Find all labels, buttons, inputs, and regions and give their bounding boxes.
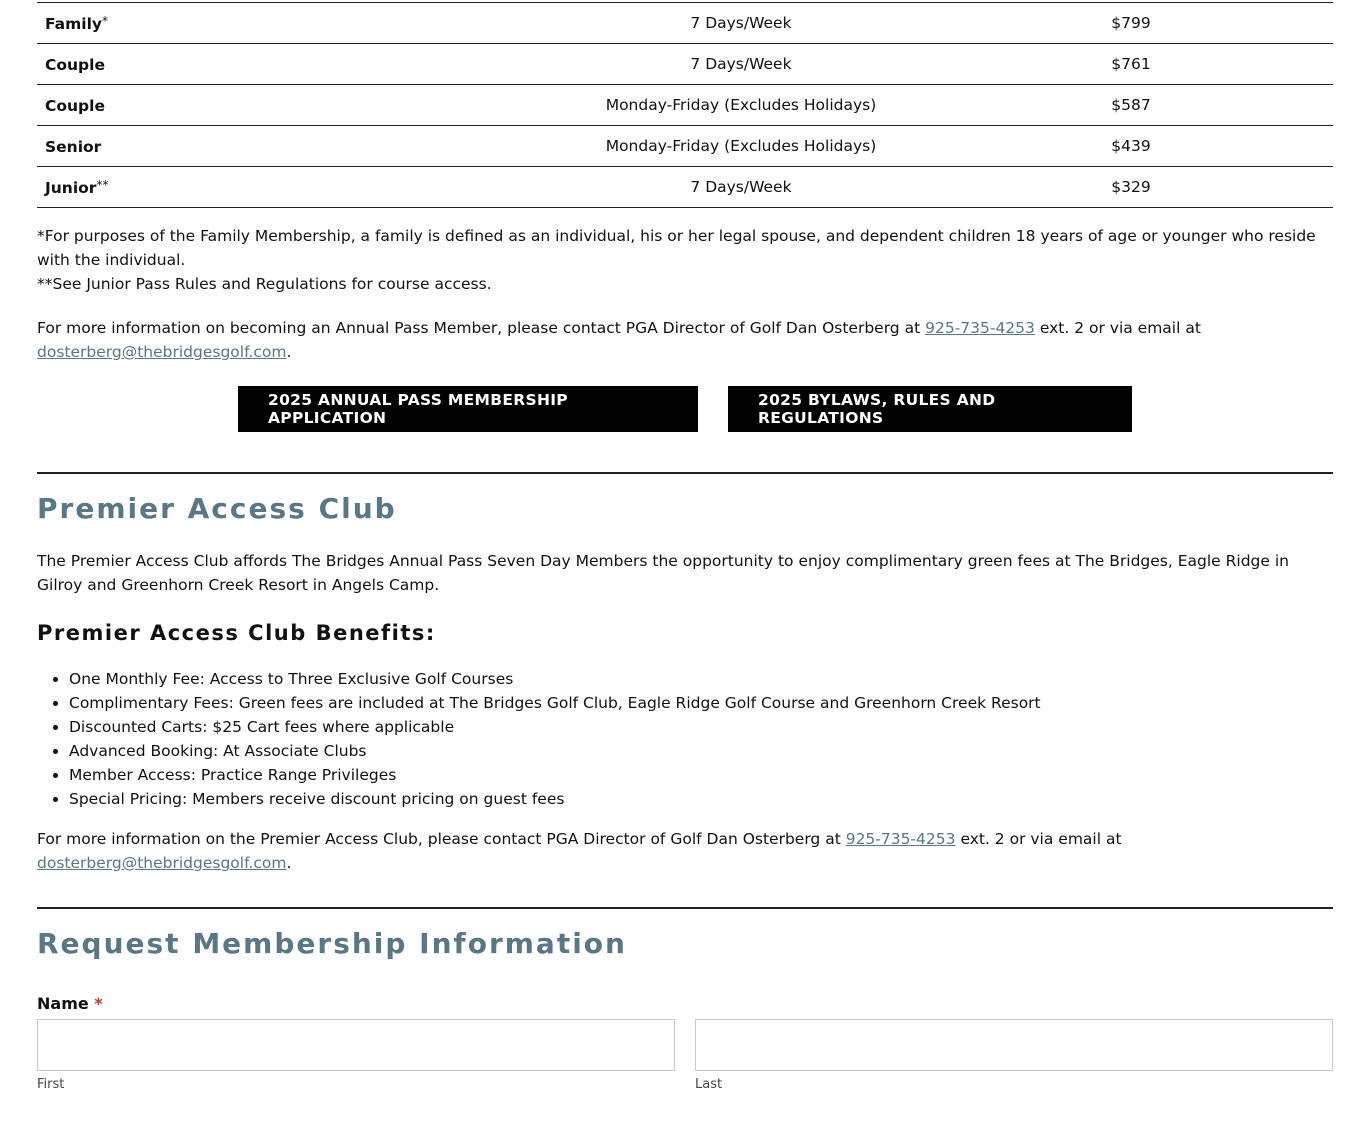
family-footnote: *For purposes of the Family Membership, a family is defined as an individual, his or her legal spouse, and dependent children 18 years of age or younger who reside with the individual.: [37, 227, 1316, 269]
first-name-sublabel: First: [37, 1077, 65, 1092]
list-item: • Advanced Booking: At Associate Clubs: [69, 739, 1333, 763]
annual-email-link[interactable]: dosterberg@thebridgesgolf.com: [37, 343, 287, 361]
form-title: Request Membership Information: [37, 927, 627, 960]
footnote-mark: *: [102, 13, 109, 28]
list-item: • Discounted Carts: $25 Cart fees where applicable: [69, 715, 1333, 739]
premier-email-link[interactable]: dosterberg@thebridgesgolf.com: [37, 854, 287, 872]
table-row: [37, 3, 1333, 44]
table-row: [37, 85, 1333, 126]
access-days: 7 Days/Week: [553, 167, 929, 208]
page-content: [37, 2, 1333, 1092]
document-buttons: [37, 386, 1333, 432]
table-row: [37, 126, 1333, 167]
list-item: • One Monthly Fee: Access to Three Exclusive Golf Courses: [69, 667, 1333, 691]
first-name-input[interactable]: [37, 1019, 675, 1071]
access-days: Monday-Friday (Excludes Holidays): [553, 85, 929, 126]
annual-phone-link[interactable]: 925-735-4253: [925, 319, 1035, 337]
list-item: • Complimentary Fees: Green fees are included at The Bridges Golf Club, Eagle Ridge Golf Course and Greenhorn Creek Resort: [69, 691, 1333, 715]
benefits-title: Premier Access Club Benefits:: [37, 621, 436, 645]
name-label: Name *: [37, 994, 103, 1013]
bylaws-button[interactable]: 2025 BYLAWS, RULES AND REGULATIONS: [728, 386, 1132, 432]
footnote-mark: **: [96, 177, 109, 192]
table-row: [37, 167, 1333, 208]
name-field-group: [37, 994, 1333, 1092]
access-days: Monday-Friday (Excludes Holidays): [553, 126, 929, 167]
membership-type: Family*: [37, 3, 553, 44]
annual-contact-text: For more information on becoming an Annual Pass Member, please contact PGA Director of Golf Dan Osterberg at 925-735-4253 ext. 2 or via email at dosterberg@thebridgesgolf.com.: [37, 319, 1201, 361]
membership-type: Senior: [37, 126, 553, 167]
price: $329: [929, 167, 1333, 208]
access-days: 7 Days/Week: [553, 3, 929, 44]
premier-title: Premier Access Club: [37, 492, 397, 525]
junior-footnote: **See Junior Pass Rules and Regulations for course access.: [37, 275, 492, 293]
membership-type: Couple: [37, 44, 553, 85]
membership-type: Couple: [37, 85, 553, 126]
list-item: • Special Pricing: Members receive discount pricing on guest fees: [69, 787, 1333, 811]
premier-description: The Premier Access Club affords The Bridges Annual Pass Seven Day Members the opportunity to enjoy complimentary green fees at The Bridges, Eagle Ridge in Gilroy and Greenhorn Creek Resort in Angels Camp.: [37, 552, 1289, 594]
benefits-list: [37, 667, 1333, 811]
price: $761: [929, 44, 1333, 85]
access-days: 7 Days/Week: [553, 44, 929, 85]
footnotes: [37, 224, 1333, 296]
last-name-input[interactable]: [695, 1019, 1333, 1071]
price: $587: [929, 85, 1333, 126]
section-divider: [37, 472, 1333, 474]
premier-contact-text: For more information on the Premier Access Club, please contact PGA Director of Golf Dan Osterberg at 925-735-4253 ext. 2 or via email at dosterberg@thebridgesgolf.com.: [37, 830, 1122, 872]
last-name-sublabel: Last: [695, 1077, 723, 1092]
required-marker: *: [94, 994, 103, 1013]
premier-phone-link[interactable]: 925-735-4253: [845, 830, 956, 848]
rates-table: [37, 2, 1333, 208]
membership-application-button[interactable]: 2025 ANNUAL PASS MEMBERSHIP APPLICATION: [238, 386, 698, 432]
section-divider: [37, 907, 1333, 909]
price: $799: [929, 3, 1333, 44]
table-row: [37, 44, 1333, 85]
list-item: • Member Access: Practice Range Privileges: [69, 763, 1333, 787]
price: $439: [929, 126, 1333, 167]
membership-type: Junior**: [37, 167, 553, 208]
